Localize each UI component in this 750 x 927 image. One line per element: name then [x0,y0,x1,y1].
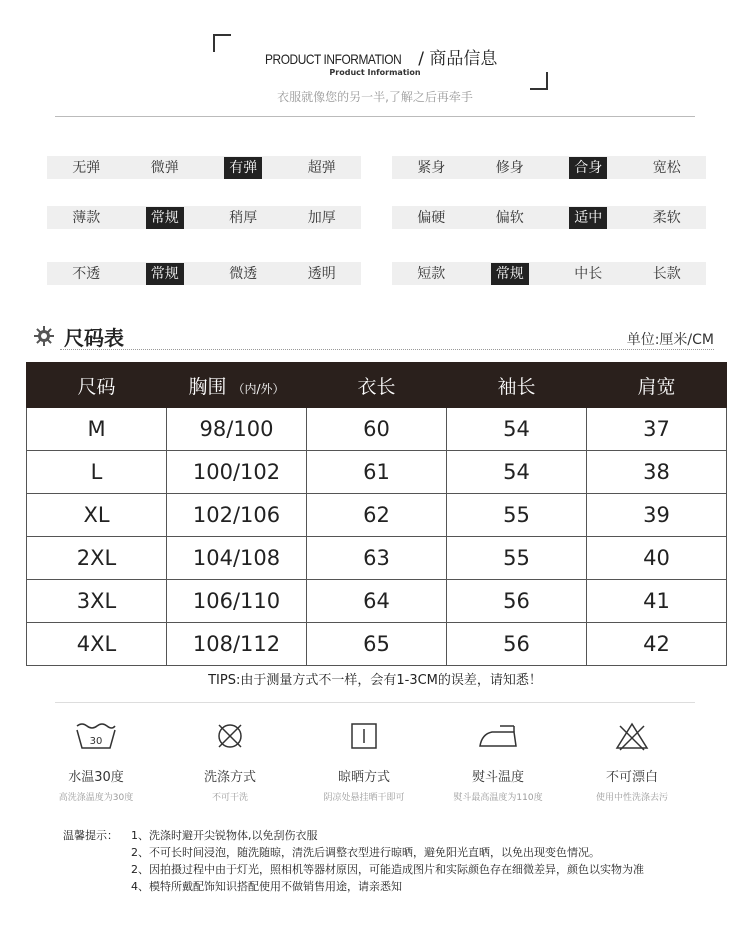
table-cell: 4XL [27,623,167,666]
note-item: 4、模特所戴配饰知识搭配使用不做销售用途，请亲悉知 [131,880,402,893]
table-cell: 55 [447,494,587,537]
table-cell: 65 [307,623,447,666]
property-option: 柔软 [652,209,681,226]
table-cell: 100/102 [167,451,307,494]
care-desc: 阴凉处悬挂晒干即可 [323,793,405,803]
table-cell: 63 [307,537,447,580]
table-cell: 108/112 [167,623,307,666]
divider [55,702,695,703]
table-cell: 40 [587,537,727,580]
no-dry-clean-icon [214,720,246,752]
table-cell: 62 [307,494,447,537]
note-item: 2、不可长时间浸泡，随洗随晾，清洗后调整衣型进行晾晒，避免阳光直晒，以免出现变色情况。 [131,846,600,859]
property-option-selected: 常规 [491,263,529,285]
property-option: 长款 [652,265,681,282]
no-bleach-icon [614,720,650,752]
page-title [0,44,750,69]
property-bar-length [392,262,706,285]
table-row [27,408,727,451]
table-cell: 54 [447,408,587,451]
table-cell: 64 [307,580,447,623]
care-desc: 不可干洗 [211,793,248,803]
property-option: 稍厚 [229,209,258,226]
table-cell: 39 [587,494,727,537]
title-en: PRODUCT INFORMATION [264,51,401,67]
property-option: 修身 [495,159,524,176]
table-cell: 42 [587,623,727,666]
care-desc: 熨斗最高温度为110度 [453,793,543,803]
wash-30-icon [74,720,118,752]
property-option: 不透 [72,265,101,282]
header-chest [167,363,307,408]
header [0,0,750,120]
property-option-selected: 常规 [146,207,184,229]
tips-text: TIPS:由于测量方式不一样，会有1-3CM的误差，请知悉！ [208,673,542,688]
header-shoulder: 肩宽 [587,363,727,408]
care-title: 不可漂白 [605,770,658,785]
property-bar-fit [392,156,706,179]
property-option: 透明 [307,265,336,282]
table-cell: 38 [587,451,727,494]
property-bar-thickness [47,206,361,229]
page-subtitle: Product Information [329,68,421,77]
table-cell: 102/106 [167,494,307,537]
care-desc: 使用中性洗涤去污 [595,793,668,803]
size-chart-unit: 单位:厘米/CM [626,332,714,348]
property-option: 中长 [574,265,603,282]
table-cell: 106/110 [167,580,307,623]
divider [55,116,695,117]
table-cell: 104/108 [167,537,307,580]
table-cell: 60 [307,408,447,451]
property-option: 加厚 [307,209,336,226]
gear-icon [33,325,55,347]
care-item [562,720,702,803]
notes-list [131,827,644,895]
line-dry-icon [348,720,380,752]
property-bar-elasticity [47,156,361,179]
size-table [26,362,727,666]
care-item [294,720,434,803]
table-cell: 55 [447,537,587,580]
table-cell: 2XL [27,537,167,580]
property-option: 微透 [229,265,258,282]
property-option: 薄款 [72,209,101,226]
care-title: 晾晒方式 [337,770,390,785]
table-cell: 61 [307,451,447,494]
property-option: 微弹 [150,159,179,176]
table-row [27,451,727,494]
dotted-divider [60,349,714,350]
table-cell: 56 [447,623,587,666]
care-item [160,720,300,803]
header-chest-note: （内/外） [232,381,285,396]
property-option: 宽松 [652,159,681,176]
svg-text:30: 30 [89,736,103,747]
property-option: 偏软 [495,209,524,226]
table-cell: L [27,451,167,494]
property-option-selected: 常规 [146,263,184,285]
care-desc: 高洗涤温度为30度 [58,793,134,803]
table-header-row [27,363,727,408]
header-chest-label: 胸围 [188,375,227,398]
note-item: 2、因拍摄过程中由于灯光，照相机等器材原因，可能造成图片和实际颜色存在细微差异，颜色以实物为准 [131,863,644,876]
table-cell: 56 [447,580,587,623]
property-bar-softness [392,206,706,229]
table-row [27,623,727,666]
property-option-selected: 适中 [569,207,607,229]
note-item: 1、洗涤时避开尖锐物体,以免刮伤衣服 [131,829,318,842]
property-option: 偏硬 [417,209,446,226]
slogan: 衣服就像您的另一半,了解之后再牵手 [277,90,473,104]
table-cell: M [27,408,167,451]
table-cell: 3XL [27,580,167,623]
care-item [428,720,568,803]
header-size: 尺码 [27,363,167,408]
title-cn: 商品信息 [429,49,498,69]
title-separator: / [412,49,430,69]
table-cell: XL [27,494,167,537]
table-row [27,537,727,580]
header-sleeve: 袖长 [447,363,587,408]
table-cell: 37 [587,408,727,451]
care-title: 熨斗温度 [471,770,524,785]
property-option: 超弹 [307,159,336,176]
header-length: 衣长 [307,363,447,408]
care-title: 水温30度 [68,770,124,785]
table-cell: 54 [447,451,587,494]
property-option-selected: 合身 [569,157,607,179]
property-bar-transparency [47,262,361,285]
size-chart-title: 尺码表 [64,326,124,350]
iron-icon [476,720,520,752]
table-cell: 41 [587,580,727,623]
care-title: 洗涤方式 [203,770,256,785]
care-item [26,720,166,803]
table-row [27,494,727,537]
property-option: 无弹 [72,159,101,176]
property-option-selected: 有弹 [224,157,262,179]
table-cell: 98/100 [167,408,307,451]
property-option: 短款 [417,265,446,282]
notes-label: 温馨提示： [63,829,118,842]
property-option: 紧身 [417,159,446,176]
table-row [27,580,727,623]
